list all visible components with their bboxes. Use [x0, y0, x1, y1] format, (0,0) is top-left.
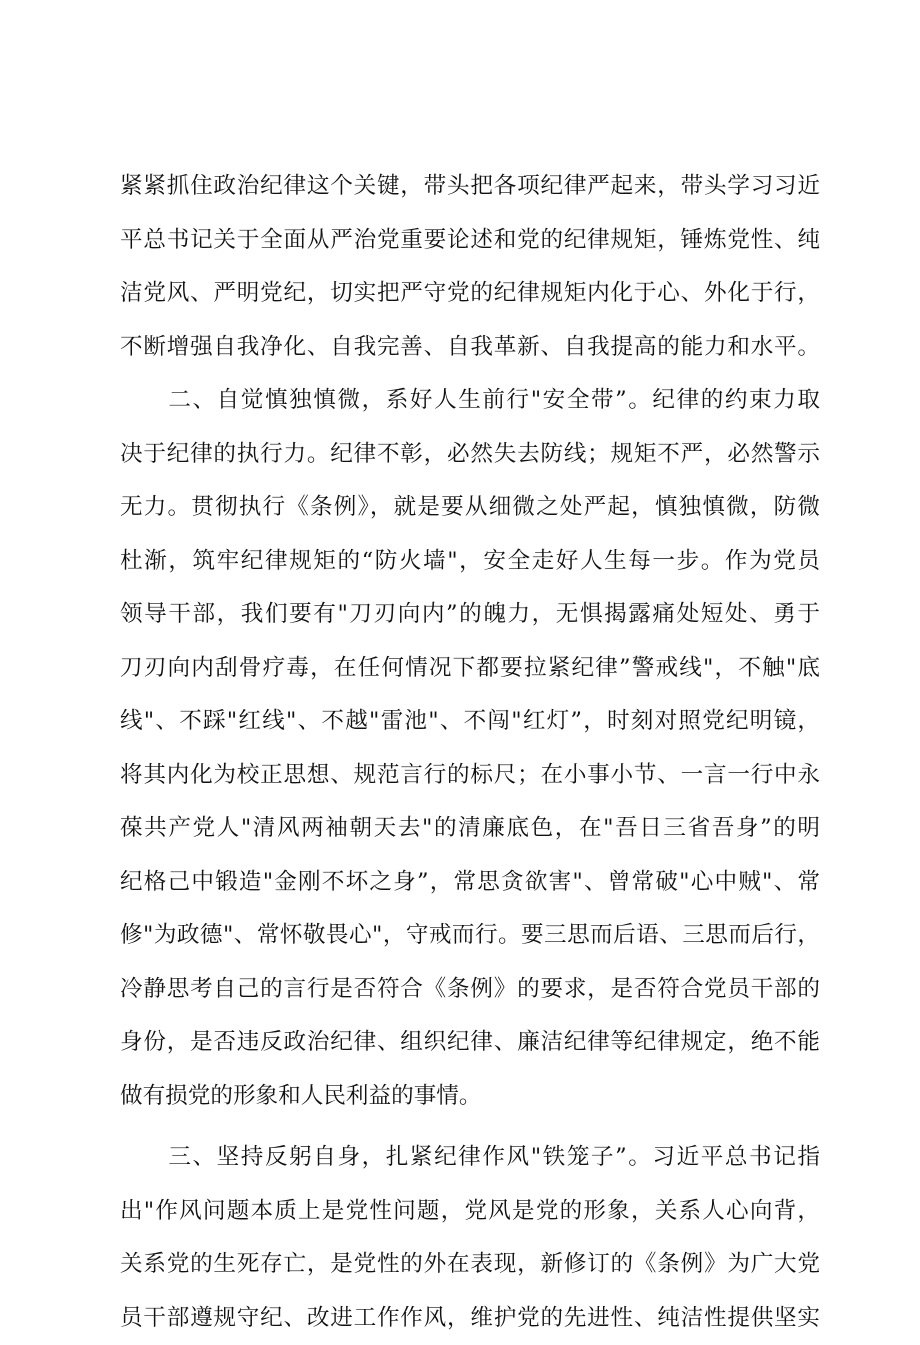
text-line: 做有损党的形象和人民利益的事情。 — [120, 1070, 820, 1124]
paragraph-1 — [120, 160, 820, 374]
text-line: 身份，是否违反政治纪律、组织纪律、廉洁纪律等纪律规定，绝不能 — [120, 1016, 820, 1070]
text-line: 冷静思考自己的言行是否符合《条例》的要求，是否符合党员干部的 — [120, 963, 820, 1017]
text-line: 决于纪律的执行力。纪律不彰，必然失去防线；规矩不严，必然警示 — [120, 428, 820, 482]
text-line: 出"作风问题本质上是党性问题，党风是党的形象，关系人心向背， — [120, 1185, 820, 1239]
text-line: 领导干部，我们要有"刀刃向内”的魄力，无惧揭露痛处短处、勇于 — [120, 588, 820, 642]
text-line: 不断增强自我净化、自我完善、自我革新、自我提高的能力和水平。 — [120, 321, 820, 375]
text-line: 关系党的生死存亡，是党性的外在表现，新修订的《条例》为广大党 — [120, 1238, 820, 1292]
text-line: 刀刃向内刮骨疗毒，在任何情况下都要拉紧纪律”警戒线"，不触"底 — [120, 642, 820, 696]
paragraph-3 — [120, 1131, 820, 1345]
text-line: 将其内化为校正思想、规范言行的标尺；在小事小节、一言一行中永 — [120, 749, 820, 803]
text-line: 线"、不踩"红线"、不越"雷池"、不闯"红灯”，时刻对照党纪明镜， — [120, 695, 820, 749]
text-line: 洁党风、严明党纪，切实把严守党的纪律规矩内化于心、外化于行， — [120, 267, 820, 321]
text-line: 三、坚持反躬自身，扎紧纪律作风"铁笼子”。习近平总书记指 — [120, 1131, 820, 1185]
text-line: 修"为政德"、常怀敬畏心"，守戒而行。要三思而后语、三思而后行， — [120, 909, 820, 963]
text-line: 员干部遵规守纪、改进工作作风，维护党的先进性、纯洁性提供坚实 — [120, 1292, 820, 1345]
text-line: 纪格己中锻造"金刚不坏之身”，常思贪欲害"、曾常破"心中贼"、常 — [120, 856, 820, 910]
text-line: 杜渐，筑牢纪律规矩的“防火墙"，安全走好人生每一步。作为党员 — [120, 535, 820, 589]
text-line: 葆共产党人"清风两袖朝天去"的清廉底色，在"吾日三省吾身”的明 — [120, 802, 820, 856]
text-line: 紧紧抓住政治纪律这个关键，带头把各项纪律严起来，带头学习习近 — [120, 160, 820, 214]
text-line: 平总书记关于全面从严治党重要论述和党的纪律规矩，锤炼党性、纯 — [120, 214, 820, 268]
text-line: 无力。贯彻执行《条例》，就是要从细微之处严起，慎独慎微，防微 — [120, 481, 820, 535]
body-text — [120, 160, 820, 1345]
text-line: 二、自觉慎独慎微，系好人生前行"安全带”。纪律的约束力取 — [120, 374, 820, 428]
paragraph-2 — [120, 374, 820, 1123]
